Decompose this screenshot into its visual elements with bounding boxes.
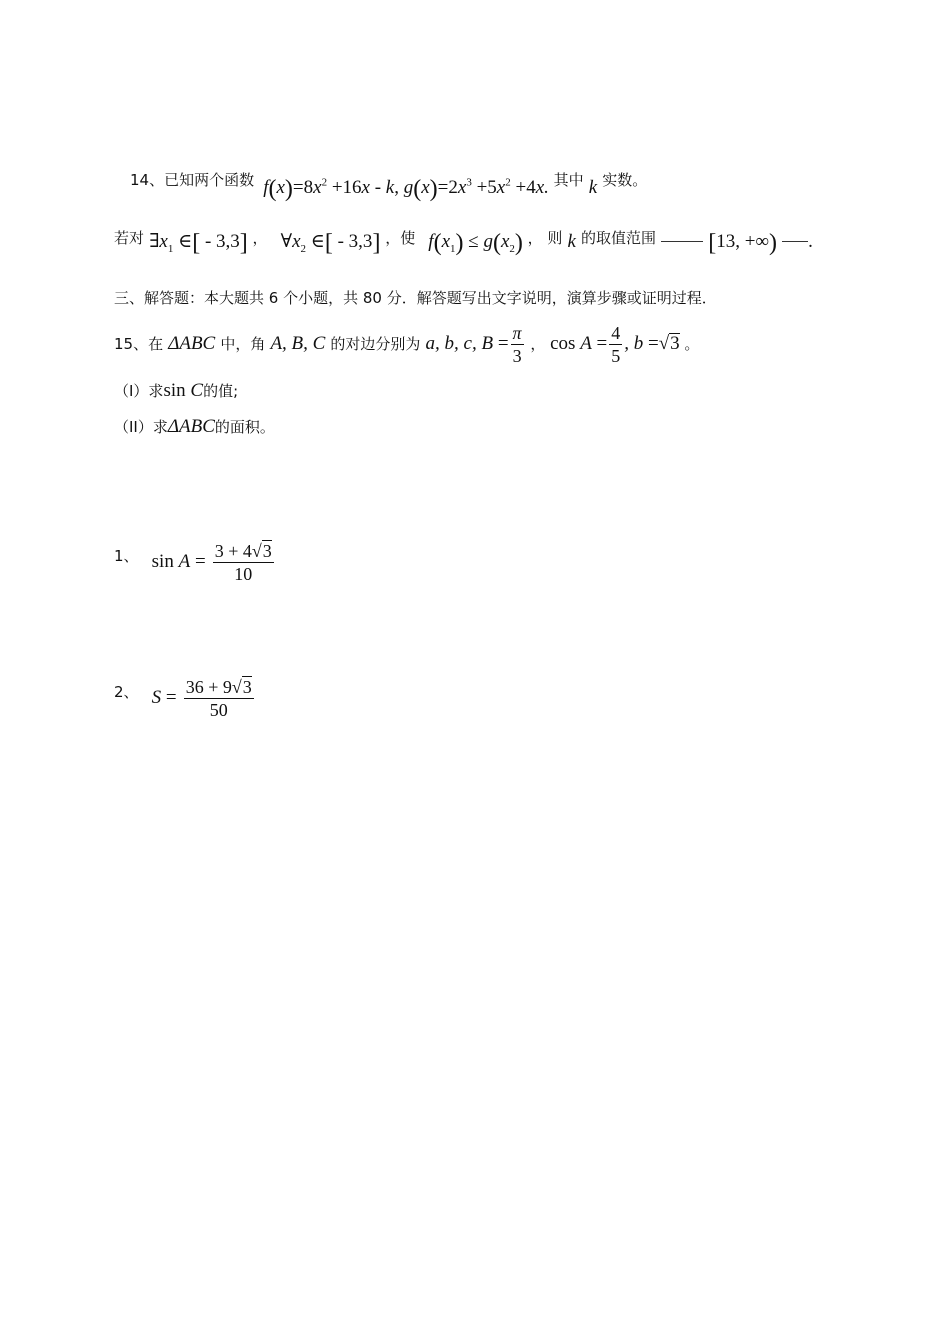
forall-condition: $\forall x_2$ ∈[ - 3,3] — [280, 230, 381, 256]
q15-stem: 15、在 ΔABC 中，角 A, B, C 的对边分别为 a, b, c, B = $\frac{\pi}{3}$ ， cos A = $\frac{4}{5}$ , b =√3 。 — [114, 323, 700, 366]
q14-line2: 若对 $\exists x_1$ ∈[ - 3,3] ， $\forall x_2$ ∈[ - 3,3] ，使 $f(x_1) \le g(x_2)$ ， 则 k 的取值范围 [13, +∞) . — [114, 229, 813, 256]
q15-part2: （II）求ΔABC的面积。 — [114, 416, 275, 437]
q14-suffix: 实数。 — [602, 171, 648, 189]
answer-blank-left — [661, 241, 703, 242]
pi-over-3: $\frac{\pi}{3}$ — [512, 323, 522, 366]
area-fraction: $\frac{36 + 9√3}{50}$ — [185, 677, 252, 720]
q14-mid: 其中 — [553, 171, 584, 189]
four-fifths: $\frac{4}{5}$ — [611, 323, 621, 366]
answer-1: 1、 sin A = $\frac{3 + 4√3}{10}$ — [114, 541, 272, 584]
inequality: $f(x_1) \le g(x_2)$ — [428, 230, 523, 256]
q14-intro: 14、已知两个函数 — [130, 171, 255, 189]
k-symbol: k — [588, 177, 598, 198]
answer-blank-right — [782, 241, 808, 242]
angles: A, B, C — [270, 332, 326, 354]
cos-a: cos A = $\frac{4}{5}$ , b =√3 — [550, 323, 680, 366]
f-definition: $f(x)=8x^2 +16x - k$, $g(x)=2x^3 +5x^2 +4x$. — [263, 176, 549, 202]
q14-line1 — [130, 168, 648, 202]
sides-and-b: a, b, c, B = $\frac{\pi}{3}$ — [425, 323, 522, 366]
triangle-abc: ΔABC — [168, 332, 216, 354]
q14-answer: [13, +∞) — [708, 230, 778, 256]
answer-2: 2、 S = $\frac{36 + 9√3}{50}$ — [114, 677, 252, 720]
exists-condition: $\exists x_1$ ∈[ - 3,3] — [149, 230, 248, 256]
k-symbol-2: k — [567, 231, 576, 252]
q14-line2-prefix: 若对 — [114, 229, 145, 247]
section3-heading: 三、解答题：本大题共 6 个小题，共 80 分．解答题写出文字说明，演算步骤或证明过程． — [114, 289, 717, 307]
q15-part1: （I）求sin C的值; — [114, 380, 239, 401]
range-label: 的取值范围 — [581, 229, 657, 247]
sin-a-fraction: $\frac{3 + 4√3}{10}$ — [214, 541, 272, 584]
